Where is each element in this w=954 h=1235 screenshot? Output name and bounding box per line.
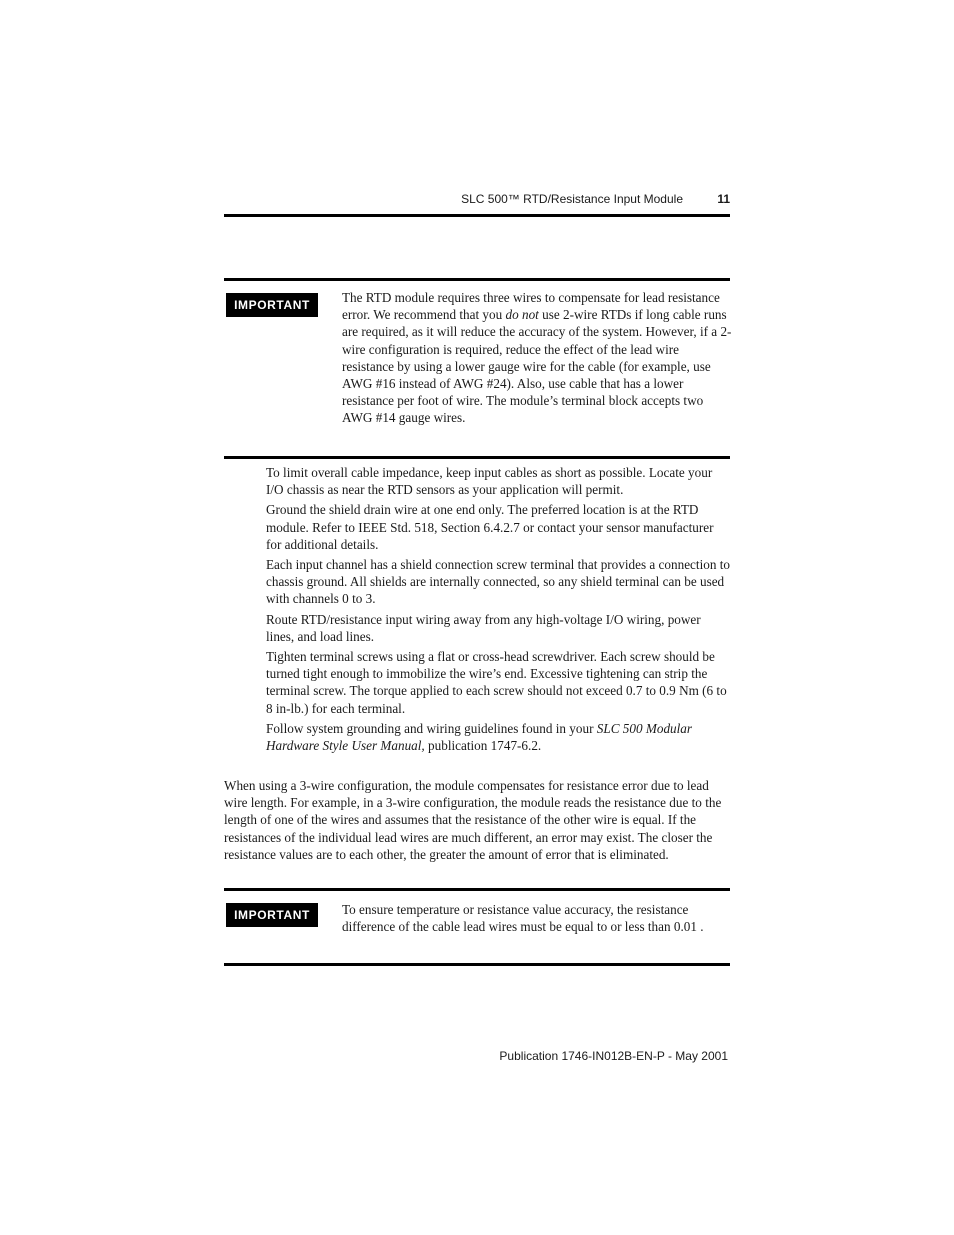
important-callout-text: To ensure temperature or resistance value accuracy, the resistance difference of the cable lead wires must be equal to or less than 0.01 . [342,902,704,935]
list-item: Route RTD/resistance input wiring away from any high-voltage I/O wiring, power lines, and load lines. [266,611,701,644]
list-item [266,720,730,754]
wiring-guidelines-list [266,464,730,757]
important-callout-accuracy [224,888,730,966]
publication-footer: Publication 1746-IN012B-EN-P - May 2001 [499,1049,728,1063]
important-text-part: The RTD module requires three wires to compensate for lead resistance error. We recommend that you [342,290,720,323]
manual-title: SLC 500 Modular Hardware Style User Manual, [266,720,693,754]
important-badge: IMPORTANT [226,903,318,927]
body-paragraph: When using a 3-wire configuration, the module compensates for resistance error due to lead wire length. For example, in a 3-wire configuration, the module reads the resistance due to the length of one of the wires and assumes that the resistance of the other wire is equal. If the resistances of the individual lead wires are much different, an error may exist. The closer the resistance values are to each other, the greater the amount of error that is eliminated. [224,778,722,862]
important-callout-lead-resistance [224,278,730,459]
list-item: Each input channel has a shield connection screw terminal that provides a connection to chassis ground. All shields are internally connected, so any shield terminal can be used with channels 0 to 3. [266,557,730,607]
list-item: Ground the shield drain wire at one end only. The preferred location is at the RTD module. Refer to IEEE Std. 518, Section 6.4.2.7 or contact your sensor manufacturer for additional details. [266,502,714,552]
list-item-text: Follow system grounding and wiring guidelines found in your [266,720,597,736]
important-callout-text [342,289,734,427]
important-badge: IMPORTANT [226,293,318,317]
page-number: 11 [717,192,730,206]
list-item-text: publication 1747-6.2. [424,738,542,754]
running-header-title: SLC 500™ RTD/Resistance Input Module [461,192,683,206]
list-item: To limit overall cable impedance, keep input cables as short as possible. Locate your I/O chassis as near the RTD sensors as your application will permit. [266,465,713,498]
header-rule [224,214,730,217]
important-text-emphasis: do not [505,307,539,323]
list-item: Tighten terminal screws using a flat or cross-head screwdriver. Each screw should be turned tight enough to immobilize the wire’s end. Excessive tightening can strip the terminal screw. The torque applied to each screw should not exceed 0.7 to 0.9 Nm (6 to 8 in-lb.) for each terminal. [266,649,727,716]
important-text-part: use 2-wire RTDs if long cable runs are required, as it will reduce the accuracy of the system. However, if a 2-wire configuration is required, reduce the effect of the lead wire resistance by using a lower gauge wire for the cable (for example, use AWG #16 instead of AWG #24). Also, use cable that has a lower resistance per foot of wire. The module’s terminal block accepts two AWG #14 gauge wires. [342,307,732,426]
